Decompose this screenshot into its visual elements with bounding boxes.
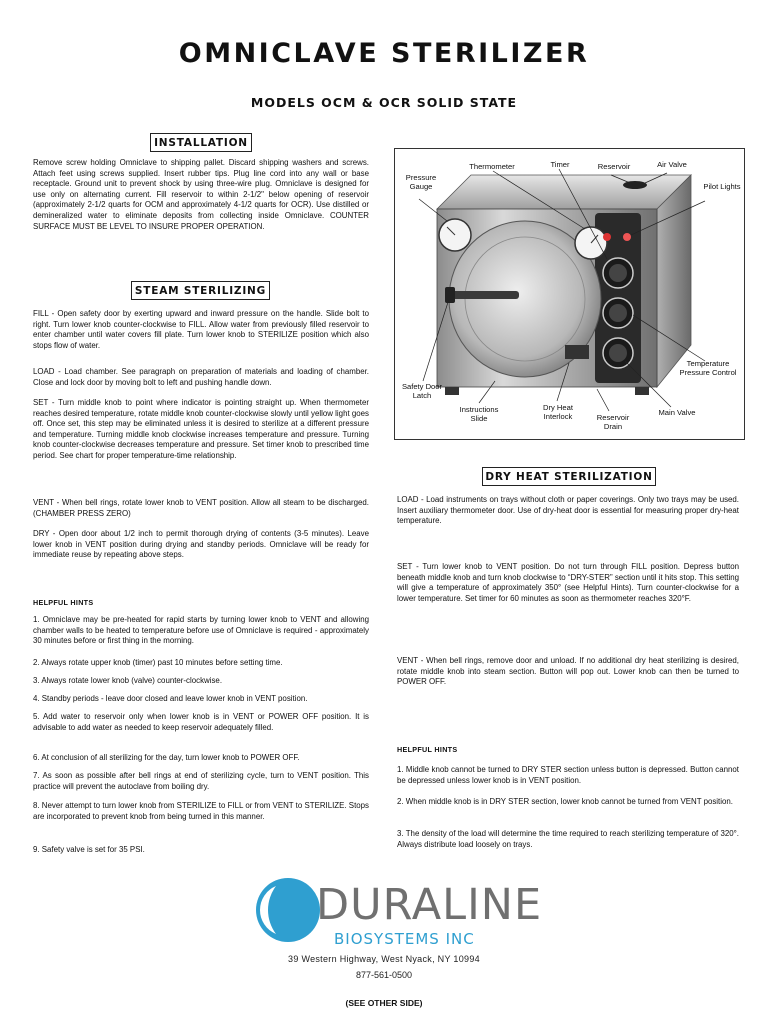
label-pressure-gauge: Pressure Gauge [405, 173, 437, 192]
hint-left-6: 6. At conclusion of all sterilizing for the day, turn lower knob to POWER OFF. [33, 753, 300, 762]
dry-heat-heading: DRY HEAT STERILIZATION [482, 467, 656, 486]
steam-dry-text: DRY - Open door about 1/2 inch to permit thorough drying of contents (3-5 minutes). Leave lower knob in VENT position during drying and standby periods. Omniclave will be ready for immediate reuse by repeating above steps. [33, 529, 369, 560]
steam-load-text: LOAD - Load chamber. See paragraph on preparation of materials and loading of chamber. Close and lock door by moving bolt to left and pushing handle down. [33, 367, 369, 387]
label-dry-heat-interlock: Dry Heat Interlock [543, 403, 573, 422]
label-reservoir-drain: Reservoir Drain [596, 413, 630, 432]
dry-heat-load-text: LOAD - Load instruments on trays without cloth or paper coverings. Only two trays may be used. Insert auxiliary thermometer door. Use of dry-heat door is essential for measuring proper dry-heat temperature. [397, 495, 739, 526]
sterilizer-illustration [395, 149, 744, 439]
label-air-valve: Air Valve [657, 160, 687, 169]
hint-left-5: 5. Add water to reservoir only when lower knob is in VENT or POWER OFF position. It is advisable to add water as needed to keep reservoir adequately filled. [33, 712, 369, 732]
installation-text: Remove screw holding Omniclave to shipping pallet. Discard shipping washers and screws. Attach feet using screws supplied. Insert rubber tips. Plug line cord into any wall or base receptacle. Ground unit to prevent shock by using three-wire plug. Omniclave is designed for use only on alternating current. Fill reservoir to within 2-1/2" below opening of reservoir (approximately 2-1/2 quarts for OCM and approximately 4-1/2 quarts for OCR). Use distilled or demineralized water to eliminate deposits from collecting inside Omniclave. COUNTER SURFACE MUST BE LEVEL TO INSURE PROPER OPERATION. [33, 158, 369, 231]
hint-right-2: 2. When middle knob is in DRY STER section, lower knob cannot be turned from VENT position. [397, 797, 733, 806]
label-main-valve: Main Valve [658, 408, 696, 417]
logo-name: DURALINE [316, 880, 543, 930]
hint-left-4: 4. Standby periods - leave door closed and leave lower knob in VENT position. [33, 694, 308, 703]
hint-left-1: 1. Omniclave may be pre-heated for rapid starts by turning lower knob to VENT and allowing chamber walls to be heated to temperature before use of Omniclave is required - approximately 30 minutes before or first thing in the morning. [33, 615, 369, 646]
sterilizer-diagram [394, 148, 745, 440]
hint-left-8: 8. Never attempt to turn lower knob from STERILIZE to FILL or from VENT to STERILIZE. Stops are incorporated to prevent knob from being turned in this manner. [33, 801, 369, 821]
hint-right-3: 3. The density of the load will determine the time required to reach sterilizing temperature of 320°. Always distribute load loosely on trays. [397, 829, 739, 849]
company-address: 39 Western Highway, West Nyack, NY 10994 [288, 954, 480, 964]
label-pilot-lights: Pilot Lights [703, 182, 741, 191]
dry-heat-vent-text: VENT - When bell rings, remove door and unload. If no additional dry heat sterilizing is desired, rotate middle knob into steam section. Button will pop out. Lower knob can then be turned to POWER OFF. [397, 656, 739, 687]
label-thermometer: Thermometer [469, 162, 515, 171]
logo-circle-icon [254, 876, 322, 944]
hint-left-3: 3. Always rotate lower knob (valve) counter-clockwise. [33, 676, 223, 685]
steam-set-text: SET - Turn middle knob to point where indicator is pointing straight up. When thermometer reaches desired temperature, rotate middle knob counter-clockwise slowly until yellow light goes off. Once set, this step may be eliminated unless it is desired to sterilize at a different pressure and temperature. Turning middle knob clockwise increases temperature and pressure. Turning knob counter-clockwise decreases temperature and pressure. Set timer knob to prescribed time period. See chart for proper temperature-time relationship. [33, 398, 369, 460]
dry-heat-set-text: SET - Turn lower knob to VENT position. Do not turn through FILL position. Depress button beneath middle knob and turn knob clockwise to “DRY-STER” section until it hits stop. This setting will give a temperature of approximately 350° (see Helpful Hints). Turn counter-clockwise for a lower temperature. Set timer for 60 minutes as soon as thermometer reaches 320°F. [397, 562, 739, 603]
label-timer: Timer [550, 160, 570, 169]
hint-right-1: 1. Middle knob cannot be turned to DRY STER section unless button is depressed. Button cannot be depressed unless lower knob is in VENT position. [397, 765, 739, 785]
steam-vent-text: VENT - When bell rings, rotate lower knob to VENT position. Allow all steam to be discharged. (CHAMBER PRESS ZERO) [33, 498, 369, 518]
label-safety-door-latch: Safety Door Latch [401, 382, 443, 401]
company-logo [252, 872, 543, 952]
label-reservoir: Reservoir [597, 162, 631, 171]
company-phone: 877-561-0500 [355, 970, 413, 980]
hint-left-9: 9. Safety valve is set for 35 PSI. [33, 845, 145, 854]
steam-heading: STEAM STERILIZING [131, 281, 270, 300]
hints-left-heading: HELPFUL HINTS [33, 598, 94, 607]
installation-heading: INSTALLATION [150, 133, 252, 152]
footer-note: (SEE OTHER SIDE) [345, 998, 423, 1008]
page-subtitle: MODELS OCM & OCR SOLID STATE [250, 95, 518, 110]
logo-sub: BIOSYSTEMS INC [334, 930, 475, 948]
label-temperature-pressure-control: Temperature Pressure Control [679, 359, 737, 378]
hints-right-heading: HELPFUL HINTS [397, 745, 458, 754]
hint-left-2: 2. Always rotate upper knob (timer) past 10 minutes before setting time. [33, 658, 283, 667]
steam-fill-text: FILL - Open safety door by exerting upward and inward pressure on the handle. Slide bolt to right. Turn lower knob counter-clockwise to FILL. Allow water from previously filled reservoir to enter chamber until water covers fill plate. Turn lower knob to STERILIZE position which also stops flow of water. [33, 309, 369, 350]
page-title: OMNICLAVE STERILIZER [178, 38, 590, 69]
label-instructions-slide: Instructions Slide [459, 405, 499, 424]
hint-left-7: 7. As soon as possible after bell rings at end of sterilizing cycle, turn to VENT position. This practice will prevent the autoclave from boiling dry. [33, 771, 369, 791]
